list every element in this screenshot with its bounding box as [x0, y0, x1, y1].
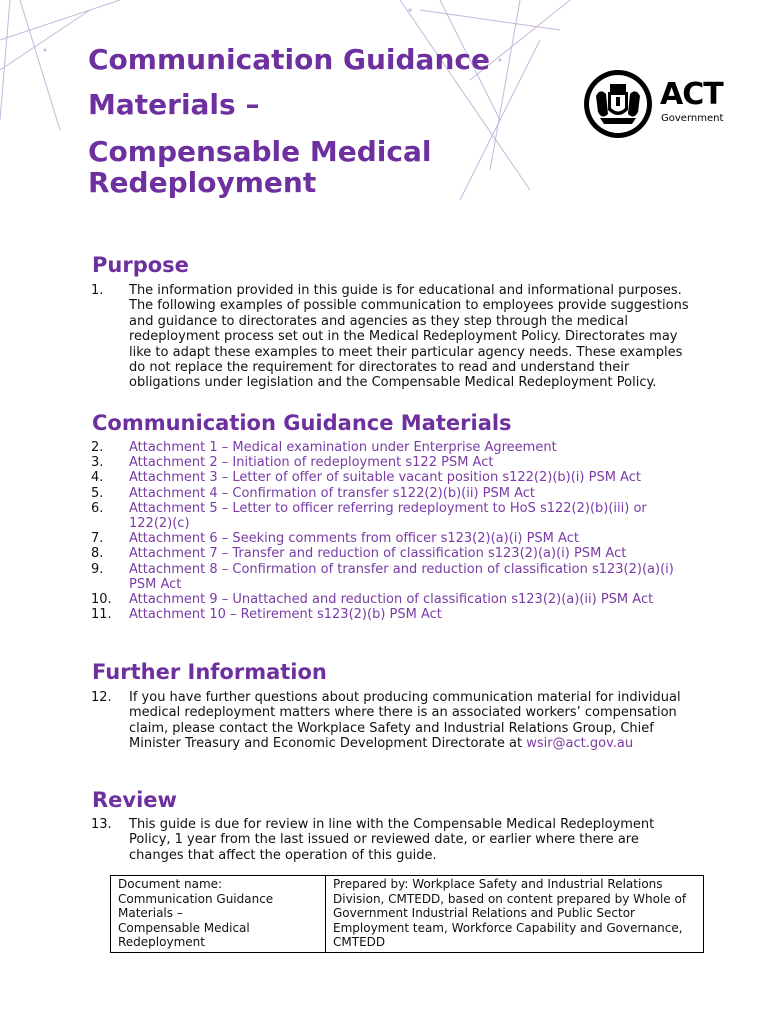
list-item — [91, 531, 691, 546]
prepared-by-cell: Prepared by: Workplace Safety and Industrial Relations Division, CMTEDD, based on content prepared by Whole of Government Industrial Relations and Public Sector Employment team, Workforce Capability and Governance, CMTEDD — [326, 876, 704, 953]
review-heading: Review — [92, 788, 177, 812]
item-number: 6. — [91, 500, 104, 516]
list-item — [91, 470, 691, 485]
document-name-line: Redeployment — [118, 935, 205, 949]
title-line: Compensable Medical — [88, 135, 432, 168]
attachment-link[interactable]: Attachment 1 – Medical examination under Enterprise Agreement — [129, 440, 557, 455]
item-number: 4. — [91, 470, 104, 486]
list-item — [91, 486, 691, 501]
list-item — [91, 562, 691, 592]
document-name-line: Compensable Medical — [118, 920, 250, 935]
attachment-link[interactable]: Attachment 10 – Retirement s123(2)(b) PSM Act — [129, 607, 442, 623]
list-item — [91, 607, 691, 622]
attachment-link[interactable]: Attachment 4 – Confirmation of transfer s122(2)(b)(ii) PSM Act — [129, 485, 535, 501]
item-number: 11. — [91, 607, 112, 623]
materials-heading: Communication Guidance Materials — [92, 411, 512, 435]
item-number: 10. — [91, 592, 112, 608]
attachment-link[interactable]: Attachment 5 – Letter to officer referring redeployment to HoS s122(2)(b)(iii) or 122(2)(c) — [129, 500, 647, 532]
logo-text: ACT — [660, 77, 723, 112]
attachment-link[interactable]: Attachment 2 – Initiation of redeployment s122 PSM Act — [129, 455, 494, 471]
attachment-link[interactable]: Attachment 9 – Unattached and reduction of classification s123(2)(a)(ii) PSM Act — [129, 592, 654, 608]
attachment-link[interactable]: Attachment 3 – Letter of offer of suitable vacant position s122(2)(b)(i) PSM Act — [129, 470, 641, 486]
review-paragraph — [91, 817, 691, 863]
purpose-heading: Purpose — [92, 253, 189, 277]
purpose-paragraph — [91, 283, 691, 391]
paragraph-number: 13. — [91, 817, 112, 832]
document-name-line: Communication Guidance — [118, 891, 274, 906]
list-item — [91, 455, 691, 470]
document-name-cell — [111, 876, 326, 953]
further-paragraph — [91, 690, 691, 752]
item-number: 9. — [91, 561, 104, 577]
attachment-link[interactable]: Attachment 6 – Seeking comments from officer s123(2)(a)(i) PSM Act — [129, 531, 579, 547]
paragraph-text — [129, 690, 691, 752]
title-line: Redeployment — [88, 166, 317, 199]
title-line: Communication Guidance — [88, 43, 490, 76]
attachment-link[interactable]: Attachment 8 – Confirmation of transfer and reduction of classification s123(2)(a)(i) PSM Act — [129, 561, 674, 592]
further-text: If you have further questions about producing communication material for individual medical redeployment matters where there is an associated workers’ compensation claim, please contact the Workplace Safety and Industrial Relations Group, Chief Minister Treasury and Economic Development Directorate at — [129, 690, 681, 752]
email-link[interactable]: wsir@act.gov.au — [526, 736, 634, 752]
paragraph-number: 12. — [91, 690, 112, 705]
attachments-list — [91, 440, 691, 622]
item-number: 7. — [91, 531, 104, 547]
logo-subtext: Government — [661, 113, 724, 124]
paragraph-text: This guide is due for review in line with the Compensable Medical Redeployment Policy, 1 year from the last issued or reviewed date, or earlier where there are changes that affect the operation of this guide. — [129, 817, 655, 863]
item-number: 8. — [91, 546, 104, 562]
document-name-line: Materials – — [118, 906, 183, 920]
paragraph-number: 1. — [91, 283, 104, 298]
table-row — [111, 876, 704, 953]
further-information-heading: Further Information — [92, 660, 327, 684]
title-line: Materials – — [88, 88, 260, 121]
list-item — [91, 501, 691, 531]
attachment-link[interactable]: Attachment 7 – Transfer and reduction of classification s123(2)(a)(i) PSM Act — [129, 546, 627, 562]
item-number: 2. — [91, 440, 104, 455]
document-info-table — [110, 875, 704, 953]
list-item — [91, 440, 691, 455]
paragraph-text: The information provided in this guide is for educational and informational purposes. The following examples of possible communication to employees provide suggestions and guidance to directorates and agencies as they step through the medical redeployment process set out in the Medical Redeployment Policy. Directorates may like to adapt these examples to meet their particular agency needs. These examples do not replace the requirement for directorates to read and understand their obligations under legislation and the Compensable Medical Redeployment Policy. — [129, 283, 689, 391]
item-number: 5. — [91, 485, 104, 501]
page-title — [88, 44, 528, 198]
list-item — [91, 592, 691, 607]
item-number: 3. — [91, 455, 104, 471]
document-name-label: Document name: — [118, 877, 223, 891]
list-item — [91, 546, 691, 561]
